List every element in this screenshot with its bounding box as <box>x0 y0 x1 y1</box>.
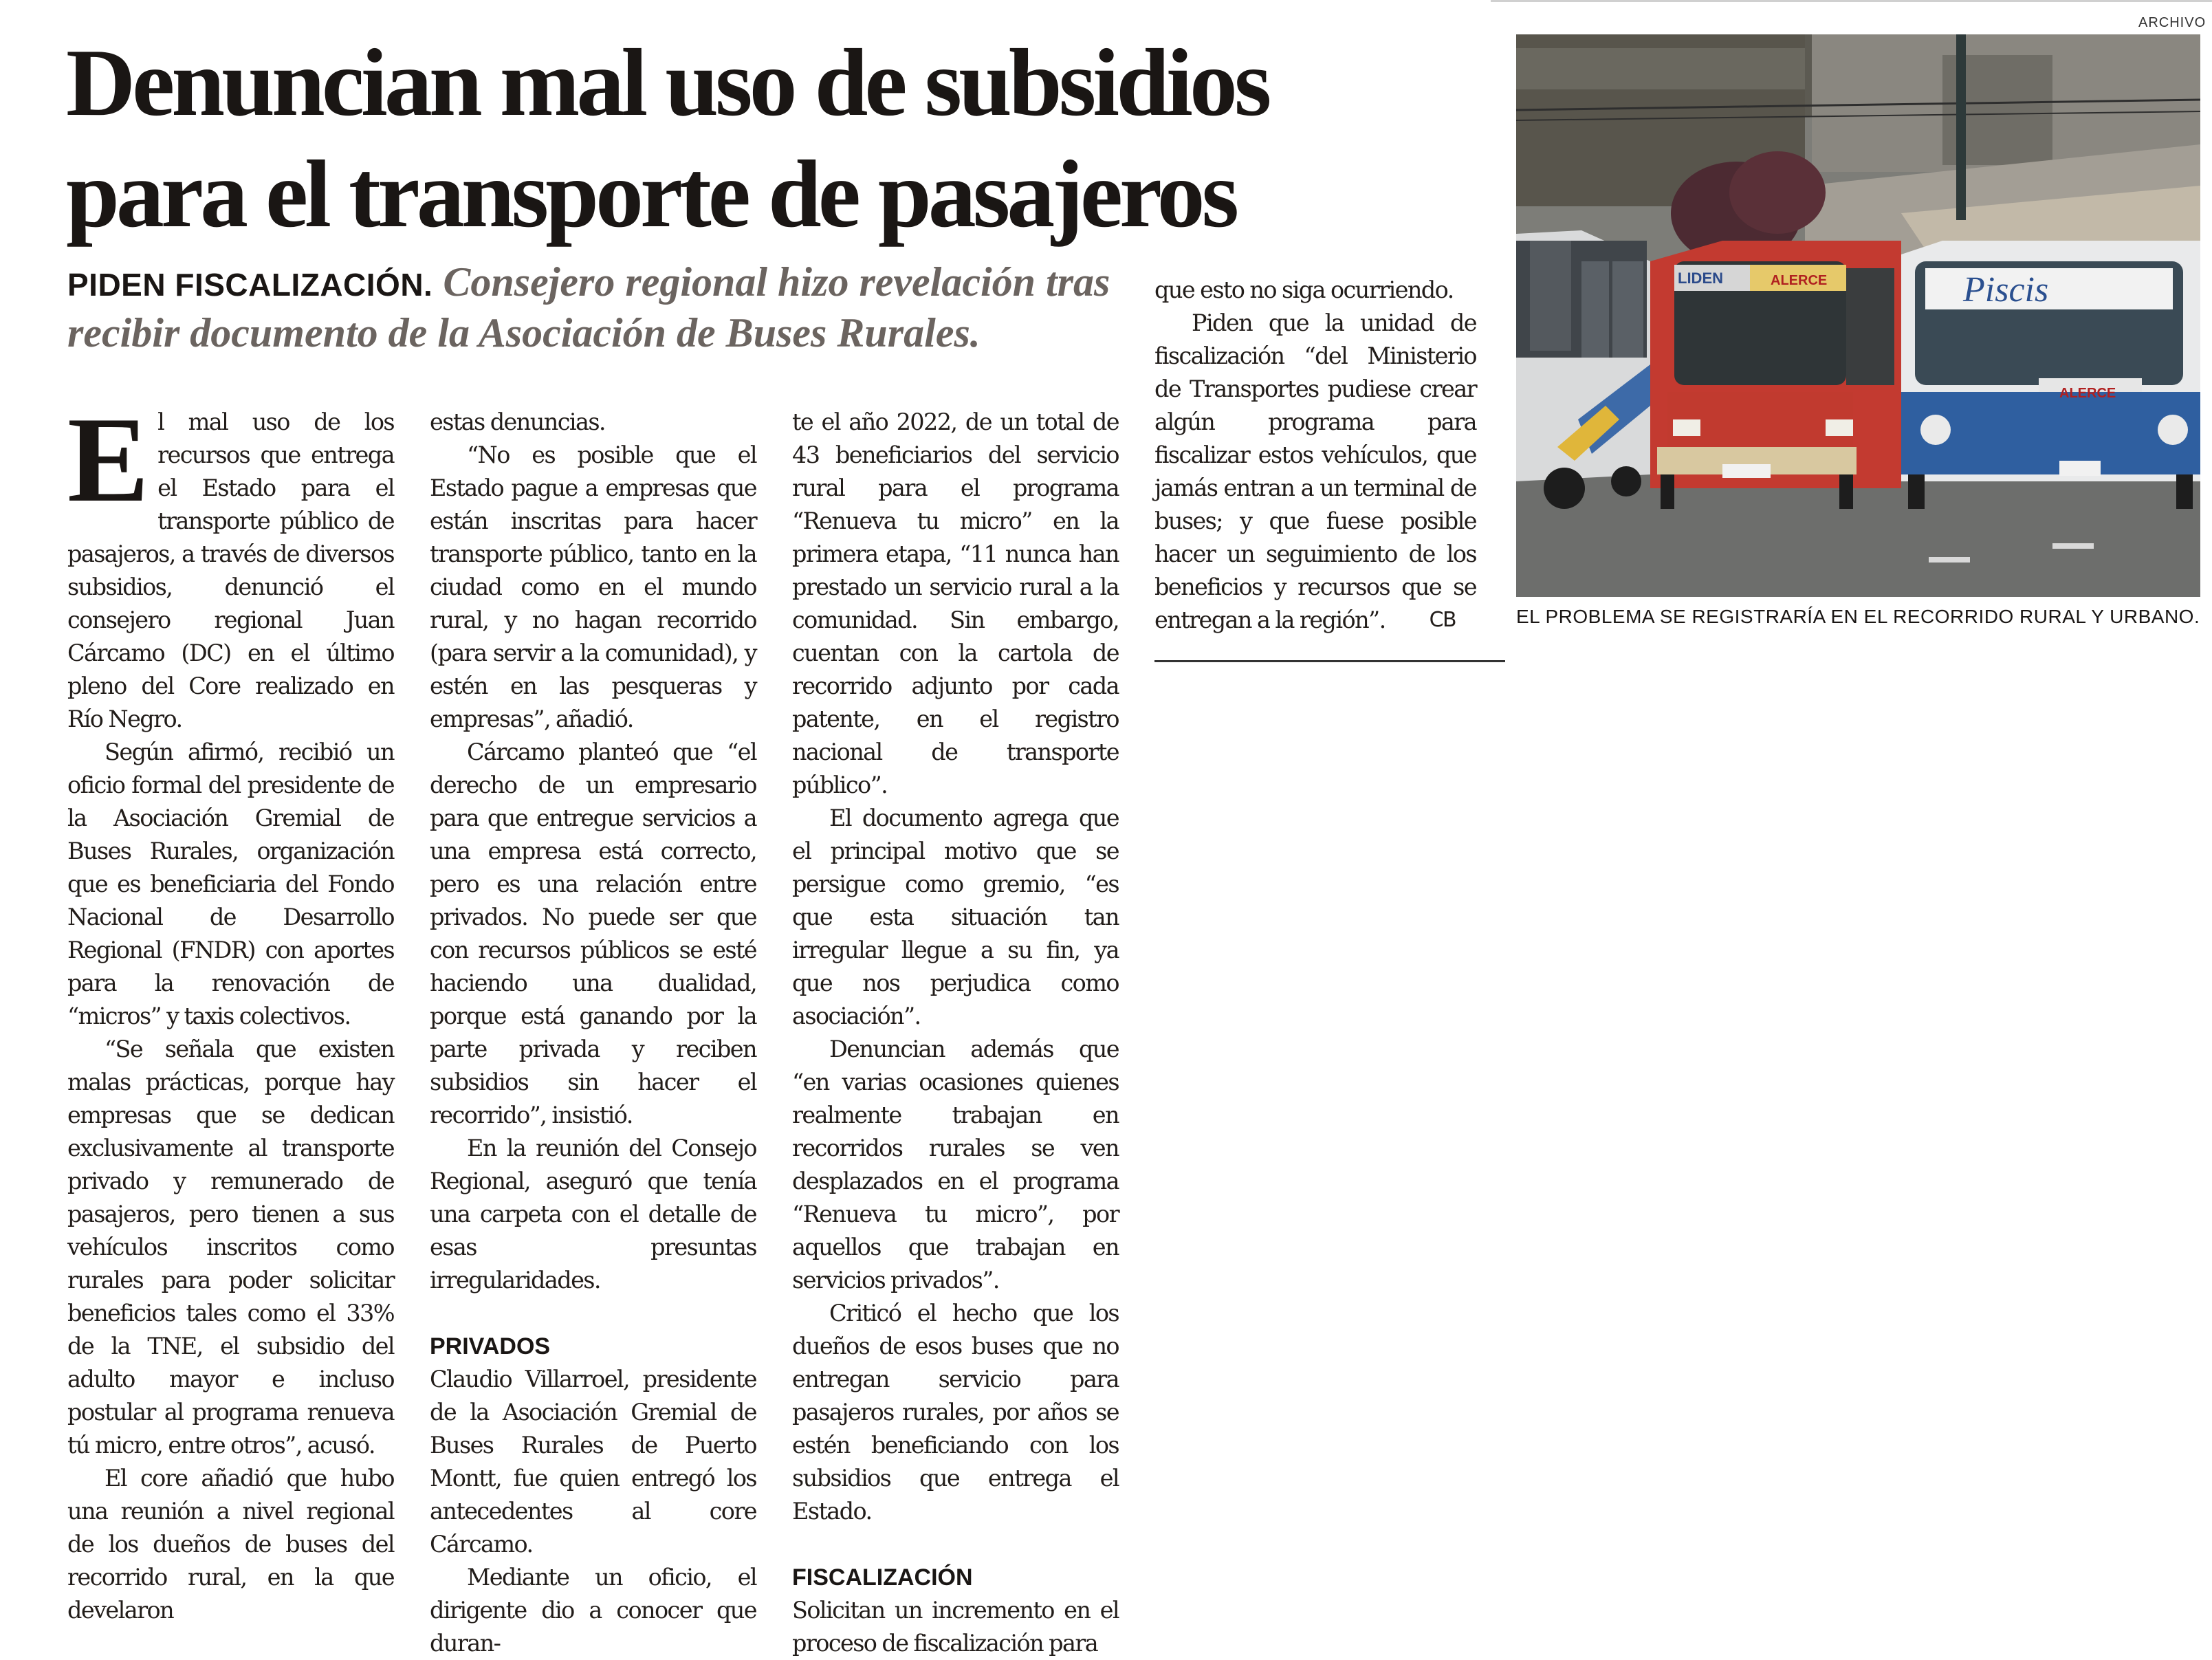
article-column-2 <box>430 406 756 1660</box>
paragraph: En la reunión del Consejo Regional, aseguró que tenía una carpeta con el detalle de esas presuntas irregularidades. <box>430 1135 756 1293</box>
end-mark: CB <box>1429 608 1456 632</box>
paragraph: Claudio Villarroel, presidente de la Asociación Gremial de Buses Rurales de Puerto Montt, fue quien entregó los antecedentes al core Cárcamo. <box>430 1366 756 1558</box>
paragraph: te el año 2022, de un total de 43 beneficiarios del servicio rural para el programa “Renueva tu micro” en la primera etapa, “11 nunca han prestado un servicio rural a la comunidad. Sin embargo, cuentan con la cartola de recorrido adjunto por cada patente, en el registro nacional de transporte público”. <box>792 408 1119 798</box>
paragraph: Cárcamo planteó que “el derecho de un empresario para que entregue servicios a una empresa está correcto, pero es una relación entre privados. No puede ser que con recursos públicos se esté haciendo una dualidad, porque está ganando por la parte privada y reciben subsidios sin hacer el recorrido”, insistió. <box>430 739 756 1128</box>
paragraph: “No es posible que el Estado pague a empresas que están inscritas para hacer transporte público, tanto en la ciudad como en el mundo rural, y no hagan recorrido (para servir a la comunidad), y estén en las pesqueras y empresas”, añadió. <box>430 441 756 732</box>
bus-sign-right: ALERCE <box>2059 386 2116 401</box>
bus-photo <box>1516 34 2200 597</box>
dek <box>67 258 1140 357</box>
headline <box>66 28 1476 250</box>
headline-line-1: Denuncian mal uso de subsidios <box>66 30 1269 136</box>
headline-line-2: para el transporte de pasajeros <box>66 141 1236 248</box>
subhead-fiscalizacion: FISCALIZACIÓN <box>792 1564 973 1591</box>
photo-credit: ARCHIVO <box>2138 15 2206 30</box>
article-column-1 <box>67 391 394 1627</box>
paragraph: Solicitan un incremento en el proceso de fiscalización para <box>792 1597 1119 1657</box>
paragraph-text: Piden que la unidad de fiscalización “del Ministerio de Transportes pudiese crear algún programa para fiscalizar estos vehículos, que jamás entran a un terminal de buses; y que fuese posible hacer un seguimiento de los beneficios y recursos que se entregan a la región”. <box>1154 309 1476 633</box>
paragraph: Denuncian además que “en varias ocasiones quienes realmente trabajan en recorridos rurales se ven desplazados en el programa “Renueva tu micro”, por aquellos que trabajan en servicios privados”. <box>792 1036 1119 1293</box>
kicker: PIDEN FISCALIZACIÓN. <box>67 267 433 303</box>
subhead-privados: PRIVADOS <box>430 1333 551 1359</box>
paragraph: El core añadió que hubo una reunión a nivel regional de los dueños de buses del recorrido rural, en la que develaron <box>67 1465 394 1624</box>
paragraph: El documento agrega que el principal motivo que se persigue como gremio, “es que esta situación tan irregular llegue a su fin, ya que nos perjudica como asociación”. <box>792 805 1119 1029</box>
paragraph: Criticó el hecho que los dueños de esos buses que no entregan servicio para pasajeros rurales, por años se estén beneficiando con los subsidios que entrega el Estado. <box>792 1300 1119 1525</box>
drop-cap: E <box>67 391 149 527</box>
dek-text: Consejero regional hizo revelación tras recibir documento de la Asociación de Buses Rurales. <box>67 259 1110 356</box>
bus-name-right: Piscis <box>1963 270 2049 309</box>
article-column-3 <box>792 406 1119 1660</box>
paragraph: Mediante un oficio, el dirigente dio a conocer que duran- <box>430 1564 756 1657</box>
paragraph <box>67 391 394 736</box>
bus-sign-left: LIDEN <box>1678 270 1723 287</box>
column-end-rule <box>1154 660 1505 662</box>
paragraph: “Se señala que existen malas prácticas, porque hay empresas que se dedican exclusivamente al transporte privado y remunerado de pasajeros, pero tienen a sus vehículos inscritos como rurales para poder solicitar beneficios tales como el 33% de la TNE, el subsidio del adulto mayor e incluso postular al programa renueva tú micro, entre otros”, acusó. <box>67 1036 394 1459</box>
article-column-4 <box>1154 274 1476 637</box>
top-rule <box>1491 0 2212 2</box>
paragraph-text: l mal uso de los recursos que entrega el Estado para el transporte público de pasajeros, a través de diversos subsidios, denunció el consejero regional Juan Cárcamo (DC) en el último pleno del Core realizado en Río Negro. <box>67 408 394 732</box>
paragraph: estas denuncias. <box>430 408 605 435</box>
bus-sign-center: ALERCE <box>1771 273 1828 288</box>
photo-caption: EL PROBLEMA SE REGISTRARÍA EN EL RECORRIDO RURAL Y URBANO. <box>1516 606 2200 627</box>
paragraph <box>1154 307 1476 637</box>
paragraph: que esto no siga ocurriendo. <box>1154 276 1454 303</box>
paragraph: Según afirmó, recibió un oficio formal del presidente de la Asociación Gremial de Buses Rurales, organización que es beneficiaria del Fondo Nacional de Desarrollo Regional (FNDR) con aportes para la renovación de “micros” y taxis colectivos. <box>67 739 394 1029</box>
